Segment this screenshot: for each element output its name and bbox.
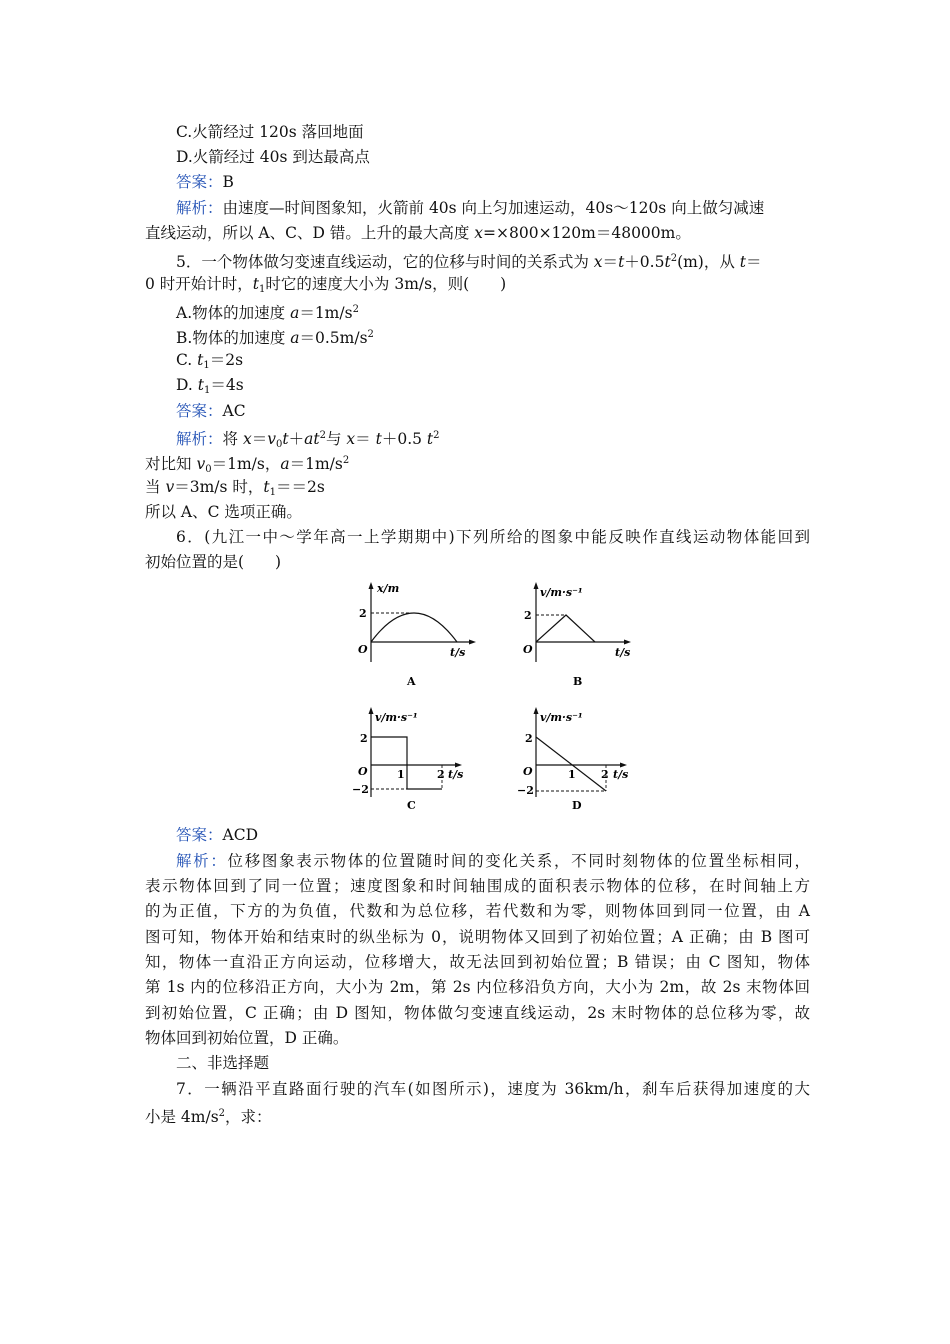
subscript: 0 [275,439,283,450]
origin-label: O [523,765,533,778]
q6-analysis-line-6: 第 1s 内的位移沿正方向，大小为 2m，第 2s 内位移沿负方向，大小为 2m，故 2s 末物体回 [145,978,810,996]
subscript: 1 [269,487,276,498]
y-arrow [369,707,374,714]
y-axis-label: x/m [377,582,400,595]
tick-t2: 2 [437,768,445,781]
q4-analysis-line-2 [145,223,810,243]
tick-neg2: −2 [517,784,534,797]
q4-option-c: C.火箭经过 120s 落回地面 [176,123,364,141]
graph-d [505,705,645,820]
origin-label: O [523,643,533,656]
math-var: x [346,430,356,448]
math-var: x [474,224,484,242]
x-arrow [620,763,627,768]
subscript: 0 [205,464,212,475]
subscript: 1 [203,360,210,371]
graph-a [340,580,480,695]
graph-b [505,580,645,695]
math-var: x [242,430,252,448]
tick-2: 2 [524,609,532,622]
y-arrow [534,582,539,589]
math-var: t [197,351,204,369]
origin-label: O [358,765,368,778]
x-axis-label: t/s [613,768,629,781]
tick-2: 2 [359,607,367,620]
q4-answer [176,172,841,192]
x-axis-label: t/s [450,646,466,659]
answer-value: ACD [222,826,258,844]
math-var: t [739,253,747,271]
origin-label: O [358,643,368,656]
q5-analysis-line-4: 所以 A、C 选项正确。 [145,503,302,521]
text: 将 [222,430,243,448]
text: ＝4s [210,376,244,394]
text: 与 [325,430,347,448]
q6-stem-line-2: 初始位置的是( ) [145,553,282,571]
graph-caption: C [407,799,416,812]
math-var: v [267,430,276,448]
tick-t1: 1 [397,768,405,781]
q5-stem-line-1 [176,249,841,272]
math-var: t [618,253,625,271]
q6-analysis-line-5: 知，物体一直沿正方向运动，位移增大，故无法回到初始位置；B 错误；由 C 图知，物体 [145,953,810,971]
tick-t1: 1 [568,768,576,781]
answer-value: B [222,173,234,191]
x-arrow [455,763,462,768]
text: ＝1m/s [289,455,343,473]
x-arrow [624,640,631,645]
text: ＝3m/s 时， [174,478,264,496]
velocity-steps [371,737,442,789]
q5-stem-line-2 [145,274,810,300]
q5-analysis-line-3 [145,477,810,503]
answer-label: 答案： [176,826,223,844]
q6-analysis-line-1 [176,851,810,871]
x-axis-label: t/s [448,768,464,781]
analysis-text: 位移图象表示物体的位置随时间的变化关系，不同时刻物体的位置坐标相同， [227,852,810,870]
tick-neg2: −2 [352,783,369,796]
math-var: a [280,455,290,473]
text: ＝ [602,253,619,271]
graph-caption: D [572,799,582,812]
q5-option-a [176,300,841,323]
graph-caption: B [573,675,583,688]
graph-caption: A [407,675,416,688]
velocity-line [536,737,606,791]
math-var: t [664,253,671,271]
text: ＋0.5 [624,253,665,271]
math-var: t [197,376,204,394]
text: D. [176,376,198,394]
math-var: v [165,478,175,496]
q4-analysis-line-1 [176,198,841,218]
superscript: 2 [319,430,326,441]
y-arrow [534,707,539,714]
text: ＝1m/s， [211,455,281,473]
q5-analysis-line-2 [145,451,810,480]
text: ＝ [251,430,268,448]
text: ＝＝2s [275,478,325,496]
tick-2: 2 [360,732,368,745]
q5-option-d [176,375,841,401]
displacement-curve [371,613,457,642]
superscript: 2 [218,1108,226,1119]
graph-c [340,705,480,820]
analysis-label: 解析： [176,852,228,870]
answer-label: 答案： [176,173,223,191]
superscript: 2 [670,253,678,264]
math-var: x [593,253,603,271]
text: ＝1m/s [299,304,353,322]
text: 0 时开始计时， [145,275,253,293]
math-var: t [375,430,382,448]
velocity-line [536,615,595,642]
math-var: t [263,478,270,496]
text: C. [176,351,198,369]
math-var: a [290,304,300,322]
q4-option-d: D.火箭经过 40s 到达最高点 [176,148,370,166]
q6-analysis-line-3: 的为正值，下方的为负值，代数和为总位移，若代数和为零，则物体回到同一位置，由 A [145,902,810,920]
q6-analysis-line-8: 物体回到初始位置，D 正确。 [145,1029,349,1047]
superscript: 2 [367,329,374,340]
text: ＝ [355,430,376,448]
tick-t2: 2 [601,768,609,781]
x-axis-label: t/s [615,646,631,659]
analysis-label: 解析： [176,430,223,448]
text: 小是 4m/s [145,1108,219,1126]
q7-stem-line-2 [145,1104,810,1127]
q5-option-b [176,325,841,348]
math-var: a [290,329,300,347]
q6-answer [176,825,841,845]
y-axis-label: v/m·s⁻¹ [540,711,583,724]
q5-answer [176,401,841,421]
text: 对比知 [145,455,197,473]
text: ＝2s [209,351,244,369]
text: ＝ [746,253,762,271]
text: ＋ [288,430,305,448]
text: (m)，从 [677,253,740,271]
text: ，求： [225,1108,272,1126]
text: 5．一个物体做匀变速直线运动，它的位移与时间的关系式为 [176,253,594,271]
q7-stem-line-1: 7．一辆沿平直路面行驶的汽车(如图所示)，速度为 36km/h，刹车后获得加速度的大 [176,1080,810,1098]
subscript: 1 [259,284,266,295]
x-arrow [469,640,476,645]
y-arrow [369,582,374,589]
section-title: 二、非选择题 [176,1054,270,1072]
text: ＝0.5m/s [299,329,368,347]
analysis-text: =×800×120m＝48000m。 [483,224,691,242]
answer-label: 答案： [176,402,223,420]
answer-value: AC [222,402,246,420]
text: 当 [145,478,166,496]
y-axis-label: v/m·s⁻¹ [375,711,418,724]
analysis-text: 直线运动，所以 A、C、D 错。上升的最大高度 [145,224,475,242]
math-var: v [196,455,206,473]
superscript: 2 [352,304,359,315]
tick-2: 2 [525,732,533,745]
text: ＋0.5 [381,430,427,448]
q6-analysis-line-7: 到初始位置，C 正确；由 D 图知，物体做匀变速直线运动，2s 末时物体的总位移为零，故 [145,1004,810,1022]
q6-stem-line-1: 6．(九江一中～学年高一上学期期中)下列所给的图象中能反映作直线运动物体能回到 [176,528,810,546]
superscript: 2 [342,455,350,466]
math-var: t [426,430,434,448]
analysis-text: 由速度—时间图象知，火箭前 40s 向上匀加速运动，40s～120s 向上做匀减速 [222,199,765,217]
subscript: 1 [203,385,211,396]
q5-option-c [176,350,841,376]
analysis-label: 解析： [176,199,223,217]
q6-analysis-line-2: 表示物体回到了同一位置；速度图象和时间轴围成的面积表示物体的位移，在时间轴上方 [145,877,810,895]
math-var: at [304,430,320,448]
q6-analysis-line-4: 图可知，物体开始和结束时的纵坐标为 0，说明物体又回到了初始位置；A 正确；由 B 图可 [145,928,810,946]
superscript: 2 [433,430,440,441]
math-var: t [282,430,289,448]
y-axis-label: v/m·s⁻¹ [540,586,583,599]
text: A.物体的加速度 [176,304,291,322]
text: B.物体的加速度 [176,329,291,347]
math-var: t [252,275,260,293]
text: 时它的速度大小为 3m/s，则( ) [265,275,507,293]
